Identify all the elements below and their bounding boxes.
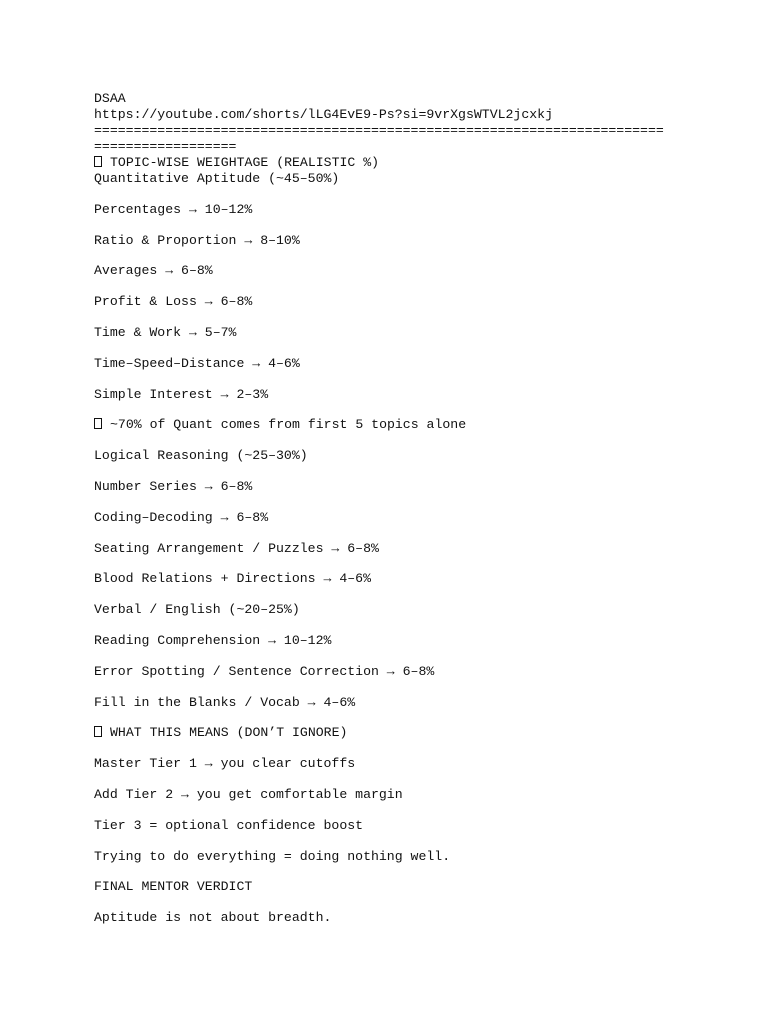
list-item: Seating Arrangement / Puzzles → 6–8% (94, 540, 379, 556)
list-item: Tier 3 = optional confidence boost (94, 817, 364, 833)
missing-glyph-box-icon (94, 156, 102, 167)
missing-glyph-box-icon (94, 726, 102, 737)
separator-rule-continued: ================== (94, 139, 237, 154)
quant-section-title: Quantitative Aptitude (~45–50%) (94, 171, 340, 186)
logical-section-title: Logical Reasoning (~25–30%) (94, 448, 308, 464)
list-item: Error Spotting / Sentence Correction → 6–8% (94, 663, 435, 679)
list-item: Blood Relations + Directions → 4–6% (94, 571, 371, 587)
list-item: Coding–Decoding → 6–8% (94, 509, 269, 525)
list-item: Time & Work → 5–7% (94, 324, 237, 340)
list-item: Master Tier 1 → you clear cutoffs (94, 756, 356, 772)
list-item: Simple Interest → 2–3% (94, 386, 269, 402)
quant-note (94, 417, 694, 433)
list-item: Trying to do everything = doing nothing well. (94, 848, 451, 864)
list-item: Reading Comprehension → 10–12% (94, 632, 332, 648)
list-item: Percentages → 10–12% (94, 201, 253, 217)
weightage-heading (94, 155, 694, 171)
meaning-heading (94, 725, 694, 741)
youtube-link[interactable]: https://youtube.com/shorts/lLG4EvE9-Ps?si=9vrXgsWTVL2jcxkj (94, 107, 553, 122)
missing-glyph-box-icon (94, 418, 102, 429)
list-item: Fill in the Blanks / Vocab → 4–6% (94, 694, 356, 710)
list-item: Averages → 6–8% (94, 263, 213, 279)
meaning-heading-text: WHAT THIS MEANS (DON’T IGNORE) (110, 725, 348, 741)
verdict-text: Aptitude is not about breadth. (94, 910, 332, 926)
list-item: Time–Speed–Distance → 4–6% (94, 355, 300, 371)
quant-note-text: ~70% of Quant comes from first 5 topics alone (110, 417, 467, 433)
verdict-heading: FINAL MENTOR VERDICT (94, 879, 253, 895)
doc-title: DSAA (94, 91, 126, 106)
verbal-section-title: Verbal / English (~20–25%) (94, 602, 300, 618)
list-item: Add Tier 2 → you get comfortable margin (94, 786, 403, 802)
document-page (94, 91, 694, 926)
list-item: Profit & Loss → 6–8% (94, 294, 253, 310)
list-item: Number Series → 6–8% (94, 478, 253, 494)
separator-rule: ======================================================================== (94, 123, 664, 138)
weightage-heading-text: TOPIC-WISE WEIGHTAGE (REALISTIC %) (110, 155, 380, 170)
list-item: Ratio & Proportion → 8–10% (94, 232, 300, 248)
